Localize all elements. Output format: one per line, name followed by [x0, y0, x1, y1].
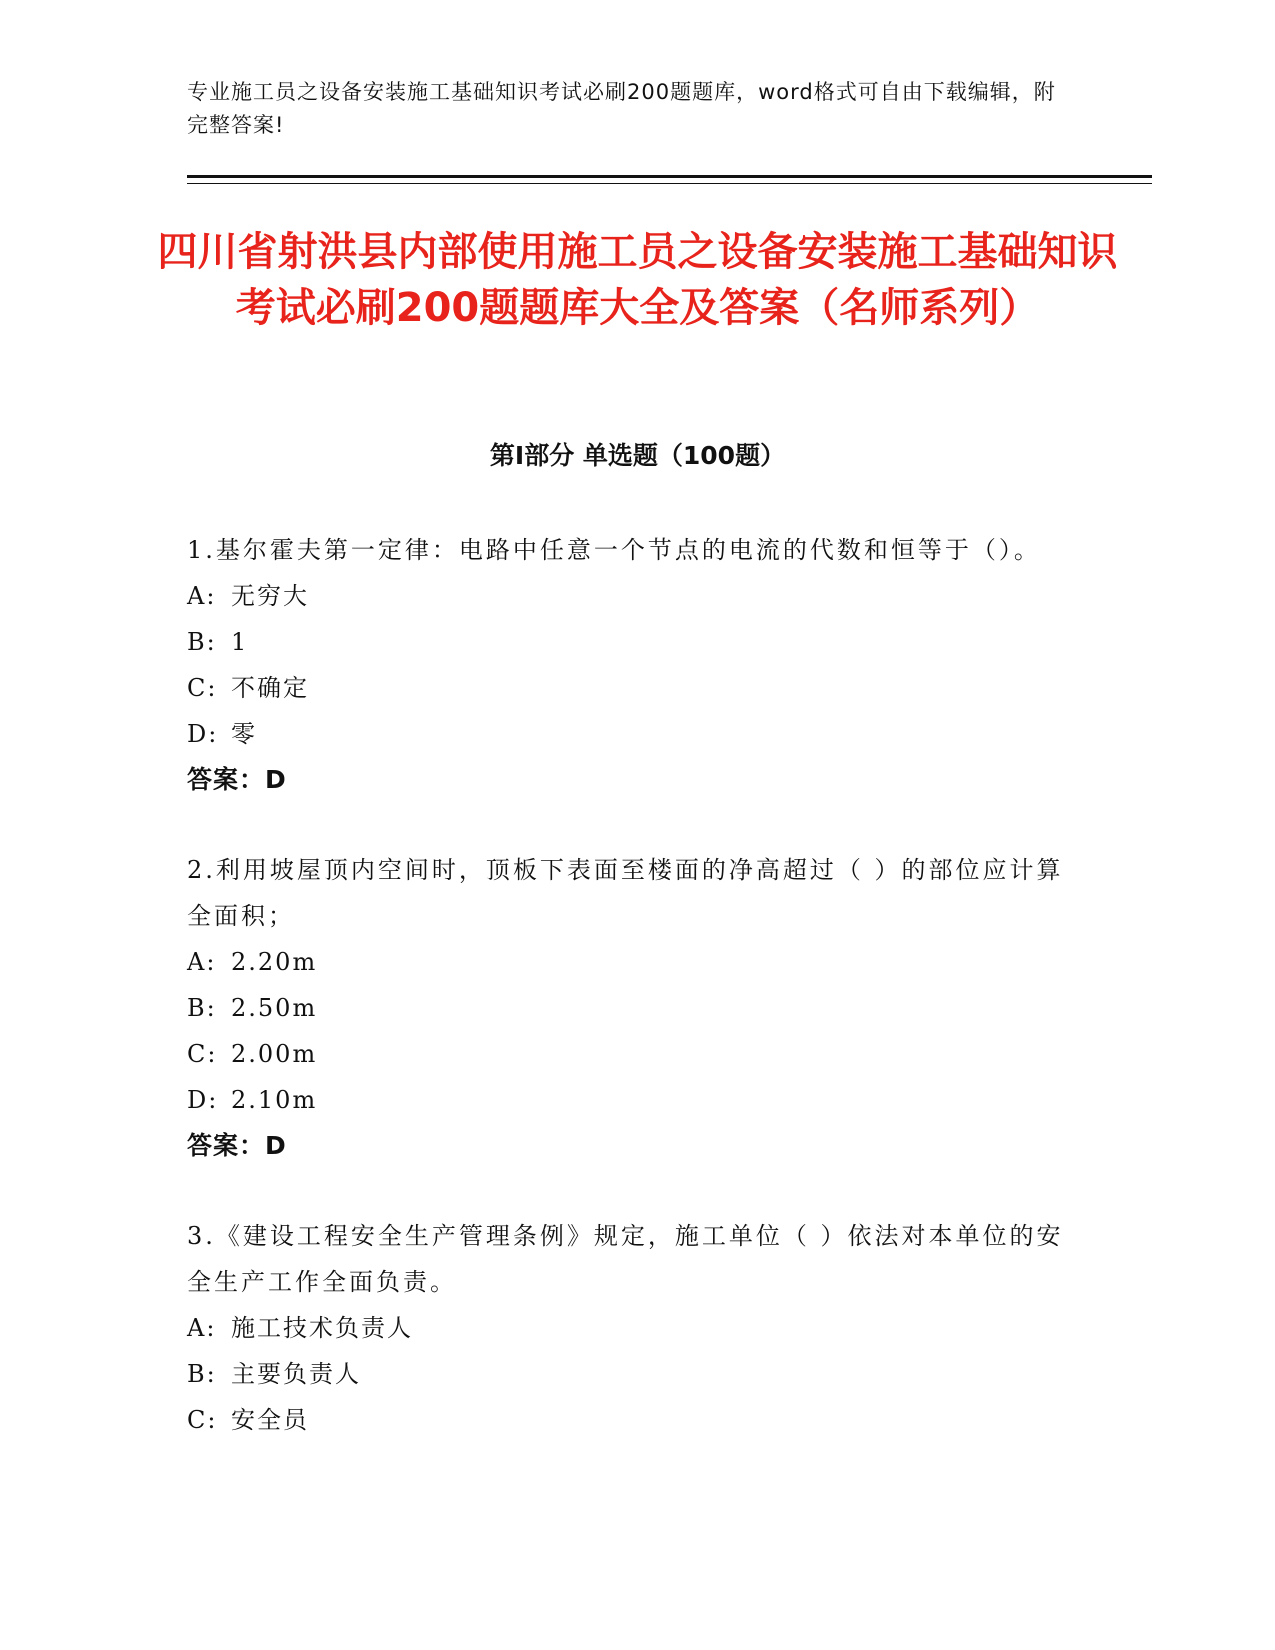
option-text: 零 [231, 720, 257, 748]
option-c [187, 1031, 1067, 1077]
option-letter: A: [187, 948, 217, 976]
option-letter: C: [187, 1406, 218, 1434]
header-note: 专业施工员之设备安装施工基础知识考试必刷200题题库，word格式可自由下载编辑，附完整答案! [187, 80, 1056, 137]
header-rule-thin [187, 183, 1152, 184]
option-a [187, 1305, 1067, 1351]
question-list [187, 527, 1067, 1487]
option-letter: B: [187, 994, 217, 1022]
option-a [187, 939, 1067, 985]
section-title: 第Ⅰ部分 单选题（100题） [489, 441, 786, 470]
question-stem: 2.利用坡屋顶内空间时，顶板下表面至楼面的净高超过（ ）的部位应计算全面积； [187, 856, 1064, 930]
option-text: 2.20m [231, 948, 318, 976]
option-c [187, 665, 1067, 711]
option-letter: D: [187, 1086, 219, 1114]
answer-line: 答案：D [187, 765, 287, 794]
answer-line: 答案：D [187, 1131, 287, 1160]
option-text: 安全员 [231, 1406, 309, 1434]
option-c [187, 1397, 1067, 1443]
option-letter: C: [187, 1040, 218, 1068]
question-stem: 3.《建设工程安全生产管理条例》规定，施工单位（ ）依法对本单位的安全生产工作全面负责。 [187, 1222, 1064, 1296]
option-text: 1 [231, 628, 249, 656]
option-letter: A: [187, 582, 217, 610]
option-d [187, 1077, 1067, 1123]
option-letter: D: [187, 720, 219, 748]
option-letter: B: [187, 628, 217, 656]
option-text: 2.10m [231, 1086, 318, 1114]
option-b [187, 985, 1067, 1031]
question-2 [187, 847, 1067, 1169]
document-title: 四川省射洪县内部使用施工员之设备安装施工基础知识考试必刷200题题库大全及答案（名师系列） [157, 229, 1118, 331]
option-letter: B: [187, 1360, 217, 1388]
option-d [187, 711, 1067, 757]
question-3 [187, 1213, 1067, 1443]
option-text: 2.50m [231, 994, 318, 1022]
option-b [187, 619, 1067, 665]
option-b [187, 1351, 1067, 1397]
option-text: 不确定 [231, 674, 309, 702]
option-letter: C: [187, 674, 218, 702]
option-text: 2.00m [231, 1040, 318, 1068]
option-a [187, 573, 1067, 619]
option-text: 无穷大 [231, 582, 309, 610]
option-text: 主要负责人 [231, 1360, 361, 1388]
question-1 [187, 527, 1067, 803]
option-text: 施工技术负责人 [231, 1314, 413, 1342]
question-stem: 1.基尔霍夫第一定律：电路中任意一个节点的电流的代数和恒等于（）。 [187, 536, 1041, 564]
option-letter: A: [187, 1314, 217, 1342]
header-rule-thick [187, 175, 1152, 178]
